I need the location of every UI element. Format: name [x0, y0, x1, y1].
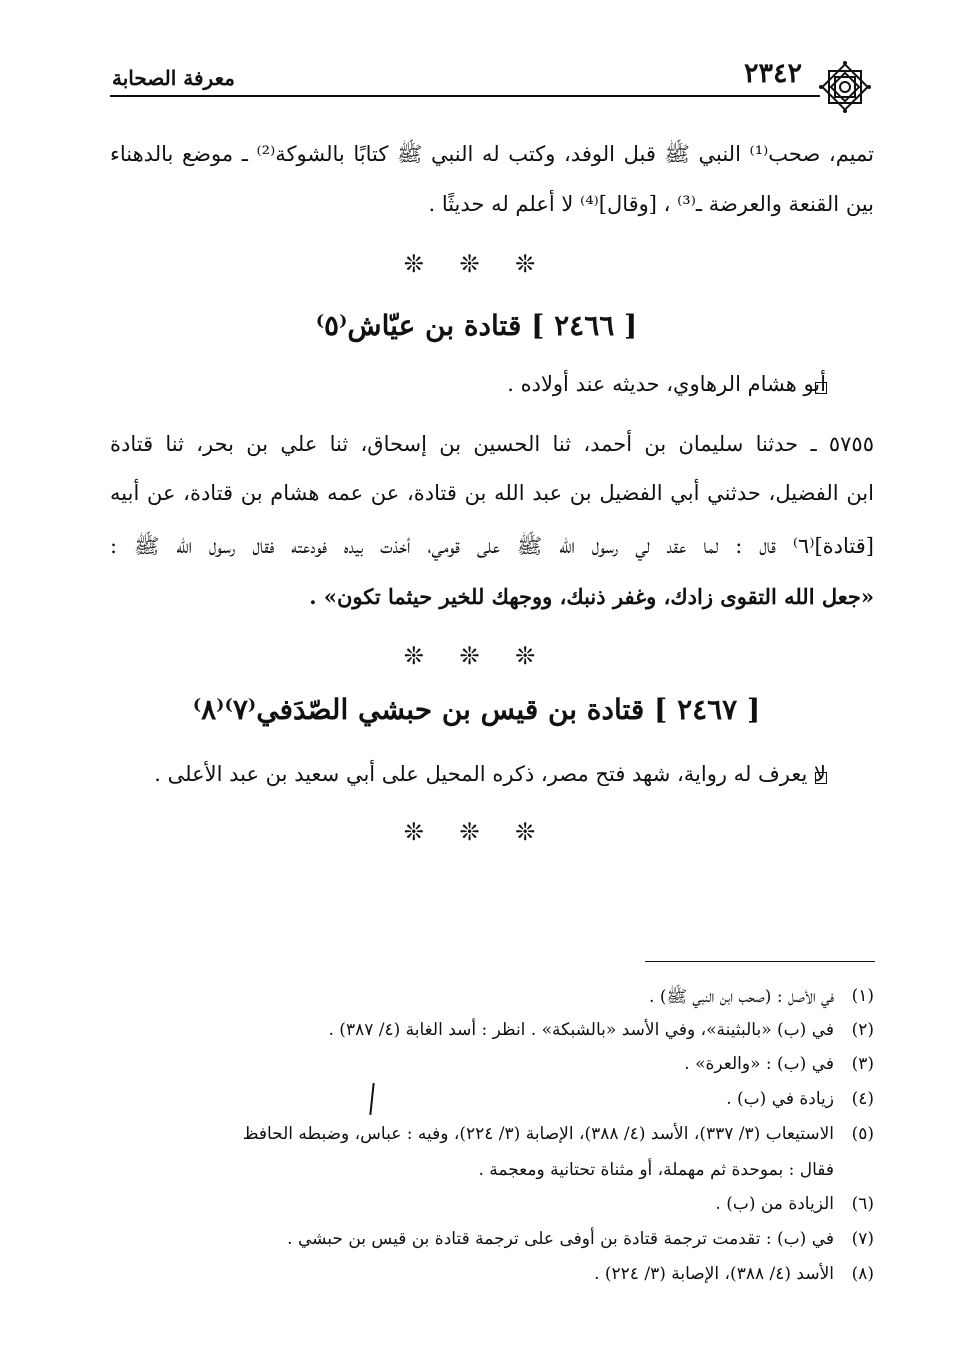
footnote-text: في (ب) : «والعرة» . — [684, 1054, 834, 1074]
footnote-text: في (ب) «بالبثينة»، وفي الأسد «بالشبكة» . انظر : أسد الغابة (٤/ ٣٨٧) . — [328, 1020, 834, 1040]
pen-mark — [369, 1083, 374, 1115]
entry-title-2467: [ ٢٤٦٧ ] قتادة بن قيس بن حبشي الصّدَفي⁽٧⁾⁽٨⁾ — [192, 693, 761, 726]
entry-bio-2467: لا يعرف له رواية، شهد فتح مصر، ذكره المحيل على أبي سعيد بن عبد الأعلى . — [154, 762, 826, 786]
footnote-number: (٨) — [851, 1264, 874, 1284]
footnote-number: (٧) — [851, 1229, 874, 1249]
entry-title-2466: [ ٢٤٦٦ ] قتادة بن عيّاش⁽٥⁾ — [315, 309, 638, 342]
footnote-number: (٥) — [851, 1124, 874, 1144]
footnote-text: فقال : بموحدة ثم مهملة، أو مثناة تحتانية ومعجمة . — [478, 1160, 834, 1180]
footnote-number: (٢) — [851, 1020, 874, 1040]
section-separator: ❊ ❊ ❊ — [403, 642, 550, 670]
section-separator: ❊ ❊ ❊ — [403, 250, 550, 278]
footnote-number: (١) — [851, 986, 874, 1006]
header-rule — [110, 95, 820, 97]
footnote-number: (٦) — [851, 1194, 874, 1214]
hadith-line-1: ٥٧٥٥ ـ حدثنا سليمان بن أحمد، ثنا الحسين بن إسحاق، ثنا علي بن بحر، ثنا قتادة — [110, 432, 874, 456]
footnote-text: الزيادة من (ب) . — [715, 1194, 834, 1214]
hadith-line-4: «جعل الله التقوى زادك، وغفر ذنبك، ووجهك للخير حيثما تكون» . — [309, 584, 874, 609]
hadith-line-2: ابن الفضيل، حدثني أبي الفضيل بن عبد الله بن قتادة، عن عمه هشام بن قتادة، عن أبيه — [110, 481, 874, 505]
hadith-line-3: [قتادة]⁽٦⁾ قال : لما عقد لي رسول الله ﷺ على قومي، أخذت بيده فودعته فقال رسول الله ﷺ : — [110, 534, 874, 558]
entry-bio-2466: أبو هشام الرهاوي، حديثه عند أولاده . — [507, 372, 826, 396]
footnote-text: في (ب) : تقدمت ترجمة قتادة بن أوفى على ترجمة قتادة بن قيس بن حبشي . — [287, 1229, 834, 1249]
footnote-text: في الأصل : (صحب ابن النبي ﷺ) . — [649, 987, 834, 1007]
running-title: معرفة الصحابة — [112, 66, 235, 90]
octagram-ornament-icon — [818, 60, 872, 114]
intro-line-2: بين القنعة والعرضة ـ⁽³⁾ ، [وقال]⁽⁴⁾ لا أعلم له حديثًا . — [428, 192, 874, 216]
footnote-rule — [645, 961, 875, 962]
footnote-number: (٣) — [851, 1054, 874, 1074]
page-number: ٢٣٤٢ — [744, 58, 803, 89]
intro-line-1: تميم، صحب⁽¹⁾ النبي ﷺ قبل الوفد، وكتب له النبي ﷺ كتابًا بالشوكة⁽²⁾ ـ موضع بالدهناء — [110, 142, 874, 166]
footnote-text: الاستيعاب (٣/ ٣٣٧)، الأسد (٤/ ٣٨٨)، الإصابة (٣/ ٢٢٤)، وفيه : عباس، وضبطه الحافظ — [242, 1124, 834, 1144]
footnote-text: الأسد (٤/ ٣٨٨)، الإصابة (٣/ ٢٢٤) . — [594, 1264, 834, 1284]
footnote-text: زيادة في (ب) . — [726, 1089, 834, 1109]
section-separator: ❊ ❊ ❊ — [403, 818, 550, 846]
footnote-number: (٤) — [851, 1089, 874, 1109]
